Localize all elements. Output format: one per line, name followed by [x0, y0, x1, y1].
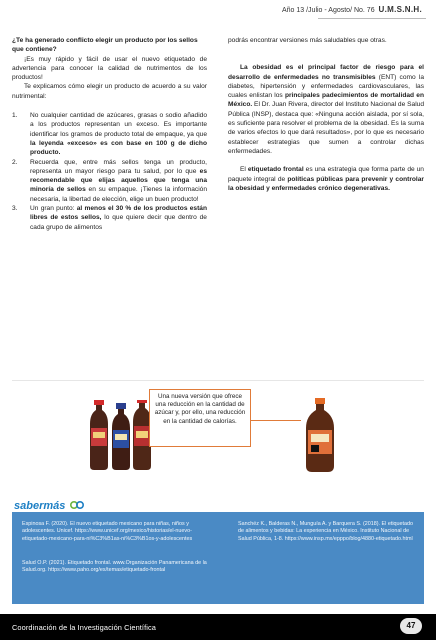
- reference-item: Espinosa F. (2020). El nuevo etiquetado mexicano para niñas, niños y adolescentes. Unicef. https://www.unicef.org/mexico/historias/el-nuevo-etiquetado-mexicano-para-ni%C3%B1as-ni%C3%B1os-y-adolescentes: [22, 521, 193, 542]
- syrup-bottle: [90, 400, 108, 470]
- step-number: 3.: [12, 205, 18, 213]
- syrup-bottle: [112, 403, 130, 470]
- issue-info: Año 13 /Julio - Agosto/ No. 76: [281, 7, 375, 14]
- labeling-mid: es una estrategia que forma parte de un paquete integral de: [228, 166, 424, 183]
- list-item: [12, 111, 207, 157]
- page-header: [0, 0, 436, 20]
- explain-paragraph: Te explicamos cómo elegir un producto de acuerdo a su valor nutrimental:: [12, 83, 207, 100]
- old-syrup-bottles-image: [84, 400, 154, 472]
- step-number: 1.: [12, 112, 18, 120]
- labeling-bold: etiquetado frontal: [247, 166, 304, 174]
- callout-connector: [251, 420, 301, 421]
- step-text: Un gran punto:: [30, 205, 77, 213]
- steps-list: [12, 111, 207, 232]
- step-text: No cualquier cantidad de azúcares, grasas o sodio añadido a los productos representan un exceso. Es importante identificar los gramos de producto total de empaque, ya que: [30, 112, 207, 138]
- step-bold: al menos el 30 % de los productos están libres de estos sellos,: [30, 205, 207, 222]
- page-number: 47: [400, 618, 422, 634]
- question-heading: ¿Te ha generado conflicto elegir un producto por los sellos que contiene?: [12, 37, 198, 54]
- step-number: 2.: [12, 158, 18, 166]
- mortality-bold: principales padecimientos de mortalidad en México.: [228, 92, 424, 109]
- policies-bold: políticas públicas para prevenir y controlar la obesidad y enfermedades crónico degenerativas.: [228, 175, 424, 192]
- labeling-start: El: [240, 166, 248, 174]
- obesity-paragraph: [228, 63, 424, 156]
- step-text-end: lo que quiere decir que dentro de cada grupo de alimentos: [30, 214, 207, 231]
- continuation-paragraph: podrás encontrar versiones más saludables que otras.: [228, 37, 387, 44]
- list-item: [12, 204, 207, 232]
- obesity-end: El Dr. Juan Rivera, director del Instituto Nacional de Salud Pública (INSP), destaca que: «Ninguna acción aislada, por sí sola, es suficiente para resolver el problema de la obesidad. Es la suma de varios efectos lo que dará resultados», por lo que es necesario establecer estrategias que sumen a controlar dichas enfermedades.: [228, 101, 424, 155]
- list-item: [12, 158, 207, 204]
- step-bold: la leyenda «exceso» es con base en 100 g de dicho producto.: [30, 139, 207, 157]
- right-column: [228, 36, 424, 193]
- logo-text: sabermás: [14, 500, 66, 512]
- university-name: U.M.S.N.H.: [378, 5, 422, 14]
- mid-divider: [12, 380, 424, 381]
- header-text: [282, 5, 422, 14]
- step-bold: es recomendable que elijas aquellos que tenga una minoría de sellos: [30, 167, 207, 194]
- header-rule: [318, 18, 426, 19]
- left-column: [12, 36, 207, 232]
- callout-box: [149, 389, 251, 447]
- new-syrup-bottle-image: [302, 398, 338, 474]
- step-text-end: en su empaque. ¡Tienes la información necesaria, la libertad de elección, elige un buen producto!: [30, 186, 207, 203]
- step-text: Recuerda que, entre más sellos tenga un producto, representa un mayor riesgo para tu salud, por lo que: [30, 158, 207, 175]
- footer-text: Coordinación de la Investigación Científica: [12, 623, 156, 632]
- reference-item: Salud O.P. (2021). Etiquetado frontal. www.Organización Panamericana de la Salud.org. https://www.paho.org/es/temas/etiquetado-frontal: [22, 560, 207, 574]
- obesity-bold: La obesidad es el principal factor de riesgo para el desarrollo de enfermedades no transmisibles: [228, 64, 424, 81]
- page-footer: [0, 614, 436, 640]
- intro-paragraph: ¡Es muy rápido y fácil de usar el nuevo etiquetado de advertencia para conocer la calidad de nutrimentos de los productos!: [12, 55, 207, 82]
- obesity-mid: (ENT) como la diabetes, hipertensión y enfermedades cardiovasculares, las cuales enlistan los: [228, 73, 424, 100]
- logo-mark-icon: [70, 499, 84, 511]
- labeling-paragraph: [228, 165, 424, 193]
- callout-text: Una nueva versión que ofrece una reducción en la cantidad de azúcar y, por ello, una reducción en la cantidad de calorías.: [154, 393, 246, 425]
- reference-item: Sanchéz K., Balderas N., Munguía A. y Barquera S. (2018). El etiquetado de alimentos y bebidas: La experiencia en México. Instituto Nacional de Salud Pública, 1-8. https://www.insp.mx/epppo/blog/4880-etiquetado.html: [238, 521, 413, 542]
- references-box: [12, 512, 424, 604]
